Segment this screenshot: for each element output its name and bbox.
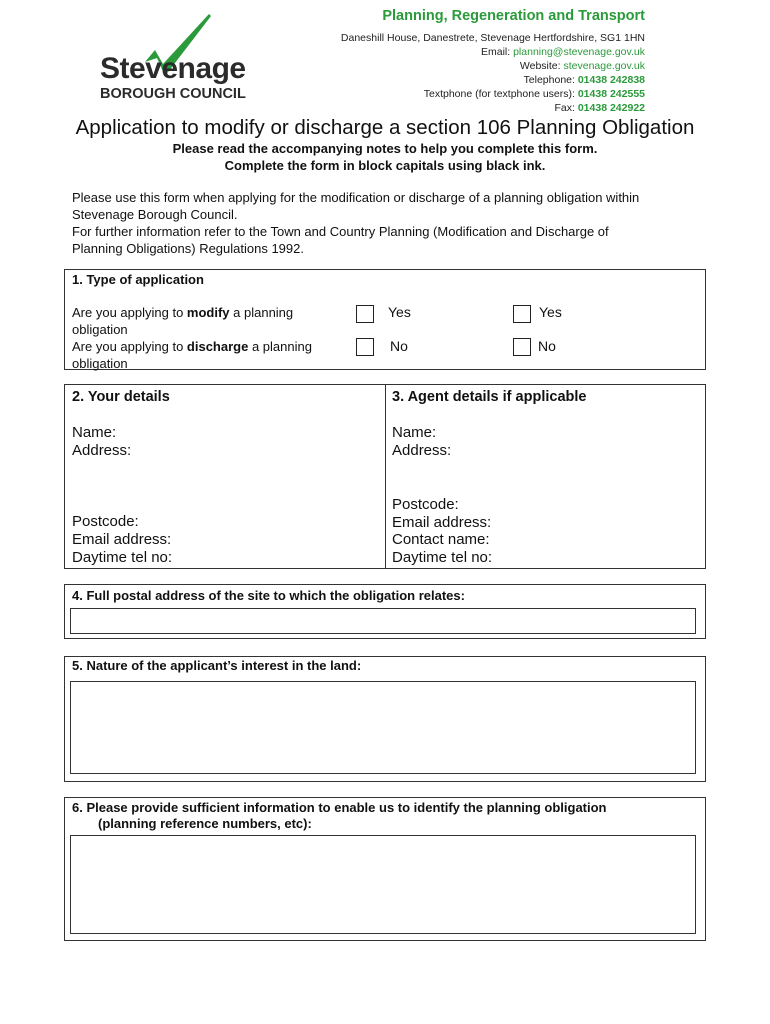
- your-tel-label: Daytime tel no:: [72, 549, 173, 566]
- section-1-heading: 1. Type of application: [72, 272, 204, 287]
- form-instructions-1: Please read the accompanying notes to help you complete this form.: [172, 141, 598, 156]
- department-name: Planning, Regeneration and Transport: [382, 8, 645, 24]
- section-5-heading: 5. Nature of the applicant’s interest in the land:: [72, 658, 362, 673]
- checkbox-discharge-no[interactable]: [356, 338, 374, 356]
- contact-address: Daneshill House, Danestrete, Stevenage Hertfordshire, SG1 1HN: [340, 32, 645, 44]
- agent-tel-label: Daytime tel no:: [392, 549, 493, 566]
- label-discharge-no: No: [390, 338, 408, 354]
- label-discharge-no-2: No: [538, 338, 556, 354]
- site-address-input[interactable]: [70, 608, 696, 634]
- label-modify-yes-2: Yes: [539, 304, 562, 320]
- applicant-interest-textarea[interactable]: [70, 681, 696, 774]
- intro-paragraph: Please use this form when applying for the modification or discharge of a planning obligation within Stevenage Borough Council. For further information refer to the Town and Country Planning (Modification and Discharge of Planning Obligations) Regulations 1992.: [72, 190, 640, 256]
- contact-email: Email: planning@stevenage.gov.uk: [481, 46, 645, 58]
- checkbox-modify-yes-2[interactable]: [513, 305, 531, 323]
- modify-question: Are you applying to modify a planning obligation: [72, 305, 294, 337]
- obligation-info-textarea[interactable]: [70, 835, 696, 934]
- contact-fax: Fax: 01438 242922: [554, 102, 645, 114]
- label-modify-yes: Yes: [388, 304, 411, 320]
- agent-postcode-label: Postcode:: [392, 496, 459, 513]
- email-link[interactable]: planning@stevenage.gov.uk: [513, 46, 645, 58]
- your-address-label: Address:: [72, 442, 132, 459]
- form-title: Application to modify or discharge a section 106 Planning Obligation: [75, 116, 695, 139]
- agent-address-label: Address:: [392, 442, 452, 459]
- contact-website: Website: stevenage.gov.uk: [519, 60, 645, 72]
- your-name-label: Name:: [72, 424, 117, 441]
- checkbox-modify-yes[interactable]: [356, 305, 374, 323]
- contact-telephone: Telephone: 01438 242838: [523, 74, 645, 86]
- agent-email-label: Email address:: [392, 514, 492, 531]
- details-divider: [385, 384, 386, 569]
- section-2-heading: 2. Your details: [72, 389, 170, 405]
- checkbox-discharge-no-2[interactable]: [513, 338, 531, 356]
- section-4-heading: 4. Full postal address of the site to which the obligation relates:: [72, 588, 465, 603]
- section-6-heading: 6. Please provide sufficient information to enable us to identify the planning obligation (planning reference numbers, etc):: [72, 800, 607, 831]
- form-instructions-2: Complete the form in block capitals using black ink.: [224, 158, 546, 173]
- section-3-heading: 3. Agent details if applicable: [392, 389, 587, 405]
- website-link[interactable]: stevenage.gov.uk: [563, 60, 645, 72]
- agent-name-label: Name:: [392, 424, 437, 441]
- logo-subtitle: BOROUGH COUNCIL: [100, 86, 246, 102]
- contact-textphone: Textphone (for textphone users): 01438 242555: [423, 88, 645, 100]
- your-postcode-label: Postcode:: [72, 513, 139, 530]
- your-email-label: Email address:: [72, 531, 172, 548]
- logo-wordmark: Stevenage: [100, 52, 246, 85]
- discharge-question: Are you applying to discharge a planning obligation: [72, 339, 312, 371]
- agent-contact-label: Contact name:: [392, 531, 490, 548]
